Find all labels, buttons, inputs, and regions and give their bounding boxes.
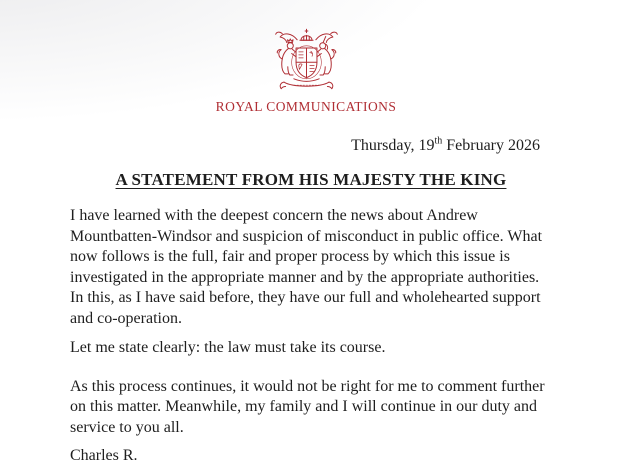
statement-line: Mountbatten-Windsor and suspicion of misconduct in public office. What <box>70 227 543 245</box>
statement-paragraph <box>70 377 590 439</box>
date-line <box>70 135 540 156</box>
statement-paragraph <box>70 206 590 329</box>
statement-line: I have learned with the deepest concern the news about Andrew <box>70 207 478 224</box>
royal-coat-of-arms-icon <box>265 26 348 92</box>
statement-line: Let me state clearly: the law must take its course. <box>70 339 386 356</box>
statement-line: As this process continues, it would not be right for me to comment further <box>70 377 545 395</box>
statement-line: investigated in the appropriate manner and by the appropriate authorities. <box>70 268 540 286</box>
signature: Charles R. <box>70 447 138 464</box>
date-rest: February 2026 <box>442 137 540 154</box>
statement-line: In this, as I have said before, they have our full and wholehearted support <box>70 289 541 306</box>
org-name: ROYAL COMMUNICATIONS <box>215 99 397 114</box>
statement-title: A STATEMENT FROM HIS MAJESTY THE KING <box>115 170 507 189</box>
statement-line: service to you all. <box>70 418 184 436</box>
statement-paragraph <box>70 338 590 359</box>
date-day: Thursday, 19 <box>351 137 435 154</box>
statement-body <box>70 206 590 438</box>
date-ordinal-suffix: th <box>434 135 443 147</box>
letterhead <box>70 26 542 116</box>
statement-line: on this matter. Meanwhile, my family and I will continue in our duty and <box>70 398 538 415</box>
statement-line: and co-operation. <box>70 309 182 327</box>
statement-line: now follows is the full, fair and proper process by which this issue is <box>70 248 510 265</box>
